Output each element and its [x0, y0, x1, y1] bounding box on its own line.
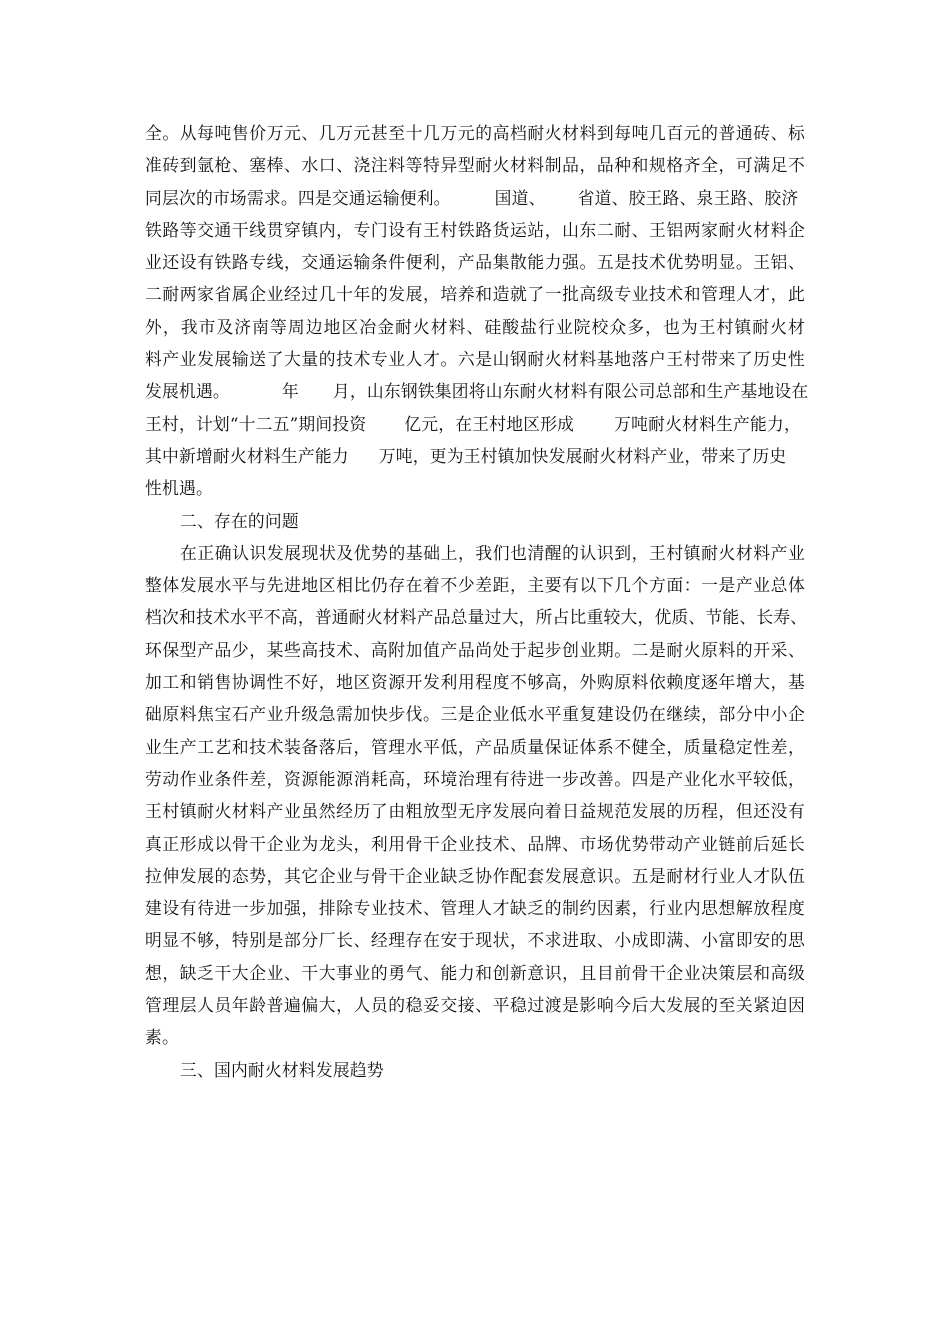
- paragraph-advantages: [145, 117, 809, 505]
- text-segment: 王村，计划“十二五”期间投资: [145, 413, 367, 434]
- text-line: [145, 440, 805, 472]
- text-line: 拉伸发展的态势，其它企业与骨干企业缺乏协作配套发展意识。五是耐材行业人才队伍: [145, 865, 805, 886]
- text-line: 外，我市及济南等周边地区冶金耐火材料、硅酸盐行业院校众多，也为王村镇耐火材: [145, 316, 805, 337]
- text-line: 建设有待进一步加强，排除专业技术、管理人才缺乏的制约因素，行业内思想解放程度: [145, 898, 805, 919]
- text-line: 想，缺乏干大企业、干大事业的勇气、能力和创新意识，且目前骨干企业决策层和高级: [145, 962, 805, 983]
- text-line: 性机遇。: [145, 478, 213, 499]
- text-line: 档次和技术水平不高，普通耐火材料产品总量过大，所占比重较大，优质、节能、长寿、: [145, 607, 808, 628]
- text-line: [145, 375, 809, 407]
- text-segment: 万吨耐火材料生产能力，: [614, 413, 801, 434]
- text-line: 二耐两家省属企业经过几十年的发展，培养和造就了一批高级专业技术和管理人才，此: [145, 284, 805, 305]
- text-line: [145, 408, 805, 440]
- text-line: 加工和销售协调性不好，地区资源开发利用程度不够高，外购原料依赖度逐年增大，基: [145, 672, 805, 693]
- text-line: 在正确认识发展现状及优势的基础上，我们也清醒的认识到，王村镇耐火材料产业: [180, 542, 805, 563]
- text-line: 明显不够，特别是部分厂长、经理存在安于现状，不求进取、小成即满、小富即安的思: [145, 930, 805, 951]
- text-segment: 万吨，更为王村镇加快发展耐火材料产业，带来了历史: [378, 445, 787, 466]
- text-line: 业生产工艺和技术装备落后，管理水平低，产品质量保证体系不健全，质量稳定性差，: [145, 736, 805, 757]
- text-line: 业还设有铁路专线，交通运输条件便利，产品集散能力强。五是技术优势明显。王铝、: [145, 252, 805, 273]
- text-segment: 年: [281, 381, 299, 402]
- text-line: 础原料焦宝石产业升级急需加快步伐。三是企业低水平重复建设仍在继续，部分中小企: [145, 704, 805, 725]
- text-segment: 亿元，在王村地区形成: [404, 413, 575, 434]
- text-line: 真正形成以骨干企业为龙头，利用骨干企业技术、品牌、市场优势带动产业链前后延长: [145, 833, 805, 854]
- paragraph-problems: [145, 537, 808, 1054]
- section-heading-trends: 三、国内耐火材料发展趋势: [180, 1059, 384, 1080]
- text-line: 准砖到氩枪、塞棒、水口、浇注料等特异型耐火材料制品，品种和规格齐全，可满足不: [145, 155, 805, 176]
- text-line: 王村镇耐火材料产业虽然经历了由粗放型无序发展向着日益规范发展的历程，但还没有: [145, 801, 805, 822]
- text-line: 环保型产品少，某些高技术、高附加值产品尚处于起步创业期。二是耐火原料的开采、: [145, 639, 805, 660]
- text-line: 铁路等交通干线贯穿镇内，专门设有王村铁路货运站，山东二耐、王铝两家耐火材料企: [145, 219, 805, 240]
- text-line: 管理层人员年龄普遍偏大，人员的稳妥交接、平稳过渡是影响今后大发展的至关紧迫因: [145, 995, 805, 1016]
- text-line: 全。从每吨售价万元、几万元甚至十几万元的高档耐火材料到每吨几百元的普通砖、标: [145, 123, 805, 143]
- text-line: 劳动作业条件差，资源能源消耗高，环境治理有待进一步改善。四是产业化水平较低，: [145, 768, 805, 789]
- text-segment: 省道、胶王路、泉王路、胶济: [577, 187, 799, 208]
- text-line: 整体发展水平与先进地区相比仍存在着不少差距，主要有以下几个方面：一是产业总体: [145, 575, 805, 596]
- text-line: 素。: [145, 1027, 179, 1048]
- section-heading-problems: 二、存在的问题: [180, 510, 299, 531]
- text-segment: 同层次的市场需求。四是交通运输便利。: [145, 187, 451, 208]
- text-line: 料产业发展输送了大量的技术专业人才。六是山钢耐火材料基地落户王村带来了历史性: [145, 349, 805, 370]
- text-segment: 其中新增耐火材料生产能力: [145, 445, 349, 466]
- text-segment: 国道、: [494, 187, 546, 208]
- text-line: [145, 182, 805, 214]
- text-segment: 月，山东钢铁集团将山东耐火材料有限公司总部和生产基地设在: [332, 381, 809, 402]
- text-segment: 发展机遇。: [145, 381, 230, 402]
- document-body: [145, 117, 809, 1086]
